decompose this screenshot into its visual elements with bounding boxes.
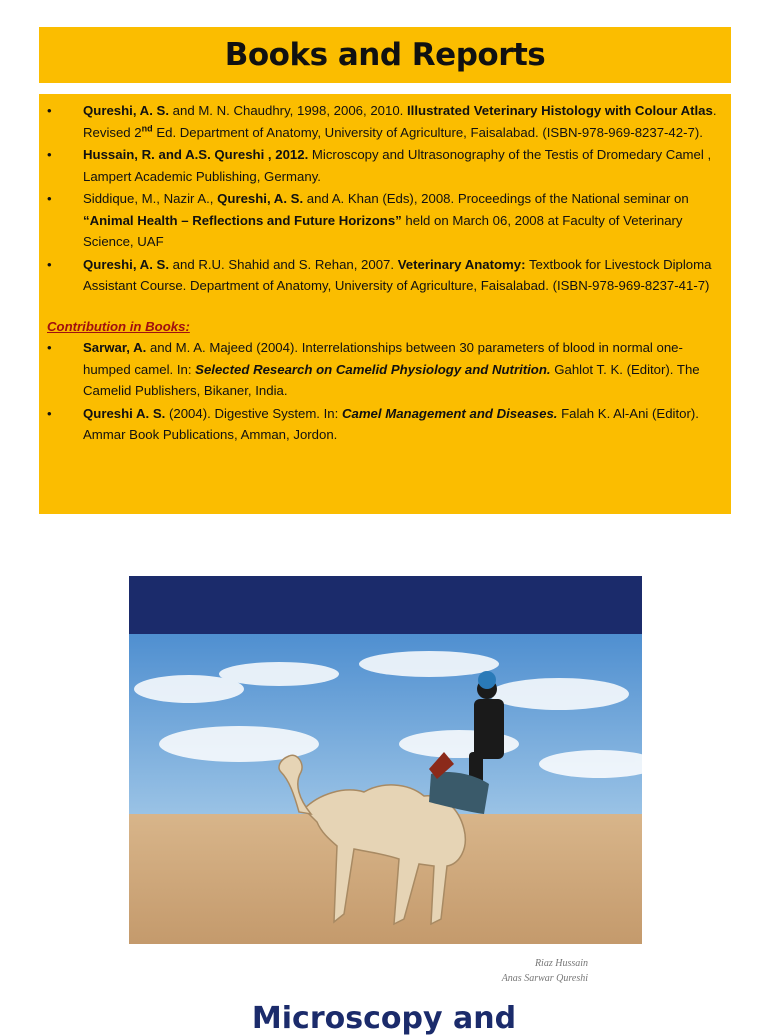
book-entry-text: held on March 06, 2008 at Faculty of Veterinary Science, UAF	[83, 212, 683, 249]
page-title-bar	[39, 27, 731, 83]
camel-rider-photo	[129, 634, 642, 944]
bullet-icon: •	[47, 191, 52, 206]
book-entry	[47, 144, 717, 187]
book-entry-text: “Animal Health – Reflections and Future Horizons”	[83, 212, 402, 228]
contribution-entry-text: Selected Research on Camelid Physiology and Nutrition.	[195, 361, 551, 377]
book-entry	[47, 100, 717, 143]
contribution-entry-text: Falah K. Al-Ani (Editor). Ammar Book Publications, Amman, Jordon.	[83, 405, 699, 442]
bullet-icon: •	[47, 103, 52, 118]
bullet-icon: •	[47, 256, 52, 272]
book-entry-text: Ed. Department of Anatomy, University of Agriculture, Faisalabad. (ISBN-978-969-8237-42-7).	[152, 124, 703, 140]
book-entry-text: Illustrated Veterinary Histology with Colour Atlas	[407, 103, 713, 118]
book-entry-text: and A. Khan (Eds), 2008. Proceedings of the National seminar on	[303, 191, 689, 206]
bullet-icon: •	[47, 340, 52, 355]
book-entry-text: Microscopy and Ultrasonography of the Testis of Dromedary Camel , Lampert Academic Publishing, Germany.	[83, 147, 712, 184]
contribution-entry	[47, 337, 717, 402]
references-box	[39, 94, 731, 514]
cover-top-band	[129, 576, 642, 634]
bullet-icon: •	[47, 405, 52, 421]
page-title: Books and Reports	[224, 37, 546, 73]
cover-author-1: Riaz Hussain	[534, 958, 588, 969]
contribution-entry-text: Qureshi A. S.	[83, 405, 166, 421]
contribution-entry	[47, 403, 717, 446]
books-list	[47, 100, 717, 297]
bullet-icon: •	[47, 147, 52, 162]
book-entry-text: nd	[141, 123, 153, 134]
book-entry-text: Hussain, R. and A.S. Qureshi , 2012.	[83, 147, 309, 162]
book-cover-image	[129, 576, 642, 944]
cover-author-2: Anas Sarwar Qureshi	[501, 973, 588, 984]
book-entry-text: Siddique, M., Nazir A.,	[83, 191, 218, 206]
book-entry-text: Qureshi, A. S.	[83, 103, 169, 118]
contribution-entry-text: Sarwar, A.	[83, 340, 147, 355]
book-entry-text: and M. N. Chaudhry, 1998, 2006, 2010.	[168, 103, 408, 118]
book-entry-text: Qureshi, A. S.	[217, 191, 304, 206]
contribution-entry-text: Camel Management and Diseases.	[341, 405, 558, 421]
book-entry-text: and R.U. Shahid and S. Rehan, 2007.	[168, 256, 398, 272]
book-entry-text: . Revised 2	[83, 103, 717, 140]
book-entry	[47, 188, 717, 253]
cover-book-title: Microscopy and	[251, 1001, 517, 1036]
book-entry	[47, 254, 717, 297]
contribution-heading: Contribution in Books:	[47, 318, 190, 334]
contribution-entry-text: and M. A. Majeed (2004). Interrelationships between 30 parameters of blood in normal one-humped camel. In:	[83, 340, 683, 377]
contribution-entry-text: (2004). Digestive System. In:	[165, 405, 342, 421]
book-entry-text: Textbook for Livestock Diploma Assistant Course. Department of Anatomy, University of Agriculture, Faisalabad. (ISBN-978-969-8237-41-7)	[83, 256, 712, 293]
contributions-list	[47, 337, 717, 446]
contribution-entry-text: Gahlot T. K. (Editor). The Camelid Publishers, Bikaner, India.	[83, 361, 700, 398]
book-entry-text: Veterinary Anatomy:	[397, 256, 526, 272]
book-entry-text: Qureshi, A. S.	[83, 256, 169, 272]
